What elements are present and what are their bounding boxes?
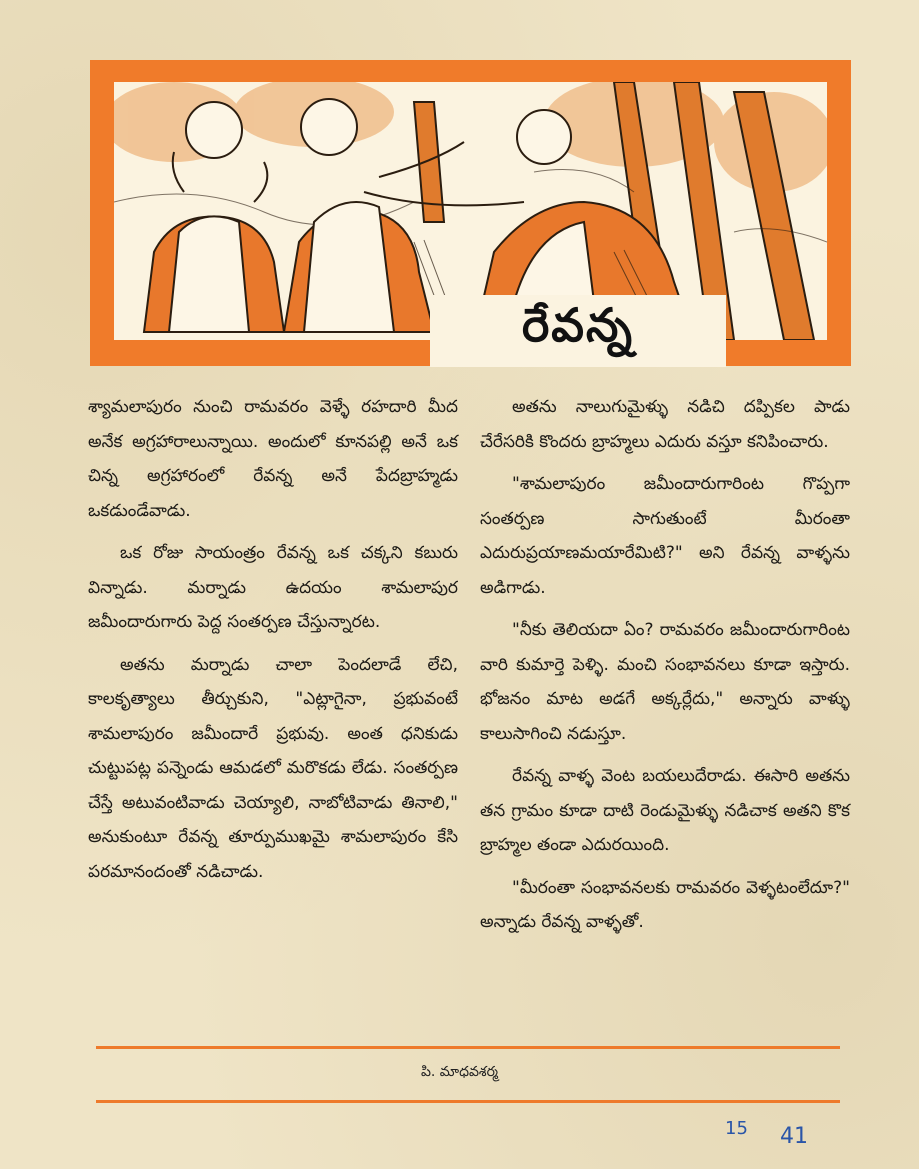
paragraph: అతను నాలుగుమైళ్ళు నడిచి దప్పికల పాడు చేరేసరికి కొందరు బ్రాహ్మలు ఎదురు వస్తూ కనిపించారు.	[480, 397, 850, 452]
paragraph: శ్యామలాపురం నుంచి రామవరం వెళ్ళే రహదారి మీద అనేక అగ్రహారాలున్నాయి. అందులో కూనపల్లి అనే ఒక చిన్న అగ్రహారంలో రేవన్న అనే పేదబ్రాహ్మడు ఒకడుండేవాడు.	[88, 397, 458, 521]
right-column	[480, 390, 850, 948]
left-column	[88, 390, 458, 897]
title-box	[430, 295, 726, 367]
paragraph: "నీకు తెలియదా ఏం? రామవరం జమీందారుగారింట వారి కుమార్తె పెళ్ళి. మంచి సంభావనలు కూడా ఇస్తారు. భోజనం మాట అడగే అక్కర్లేదు," అన్నారు వాళ్ళు కాలుసాగించి నడుస్తూ.	[480, 620, 850, 744]
page-number: 41	[780, 1124, 808, 1149]
paragraph: "శామలాపురం జమీందారుగారింట గొప్పగా సంతర్పణ సాగుతుంటే మీరంతా ఎదురుప్రయాణమయారేమిటి?" అని రేవన్న వాళ్ళను అడిగాడు.	[480, 474, 850, 598]
story-title: రేవన్న	[522, 298, 634, 352]
handwritten-mark: 15	[725, 1118, 748, 1139]
paragraph: అతను మర్నాడు చాలా పెందలాడే లేచి, కాలకృత్యాలు తీర్చుకుని, "ఎట్లాగైనా, ప్రభువంటే శామలాపురం జమీందారే ప్రభువు. అంత ధనికుడు చుట్టుపట్ల పన్నెండు ఆమడలో మరొకడు లేడు. సంతర్పణ చేస్తే అటువంటివాడు చెయ్యాలి, నాబోటివాడు తినాలి," అనుకుంటూ రేవన్న తూర్పుముఖమై శామలాపురం కేసి పరమానందంతో నడిచాడు.	[88, 654, 458, 882]
bottom-divider	[96, 1100, 840, 1103]
top-divider	[96, 1046, 840, 1049]
header-frame	[90, 60, 851, 366]
paragraph: ఒక రోజు సాయంత్రం రేవన్న ఒక చక్కని కబురు విన్నాడు. మర్నాడు ఉదయం శామలాపుర జమీందారుగారు పెద్ద సంతర్పణ చేస్తున్నారట.	[88, 543, 458, 632]
author-byline: పి. మాధవశర్మ	[420, 1064, 499, 1080]
paragraph: రేవన్న వాళ్ళ వెంట బయలుదేరాడు. ఈసారి అతను తన గ్రామం కూడా దాటి రెండుమైళ్ళు నడిచాక అతని కొక బ్రాహ్మల తండా ఎదురయింది.	[480, 766, 850, 855]
paragraph: "మీరంతా సంభావనలకు రామవరం వెళ్ళటంలేదూ?" అన్నాడు రేవన్న వాళ్ళతో.	[480, 877, 850, 932]
